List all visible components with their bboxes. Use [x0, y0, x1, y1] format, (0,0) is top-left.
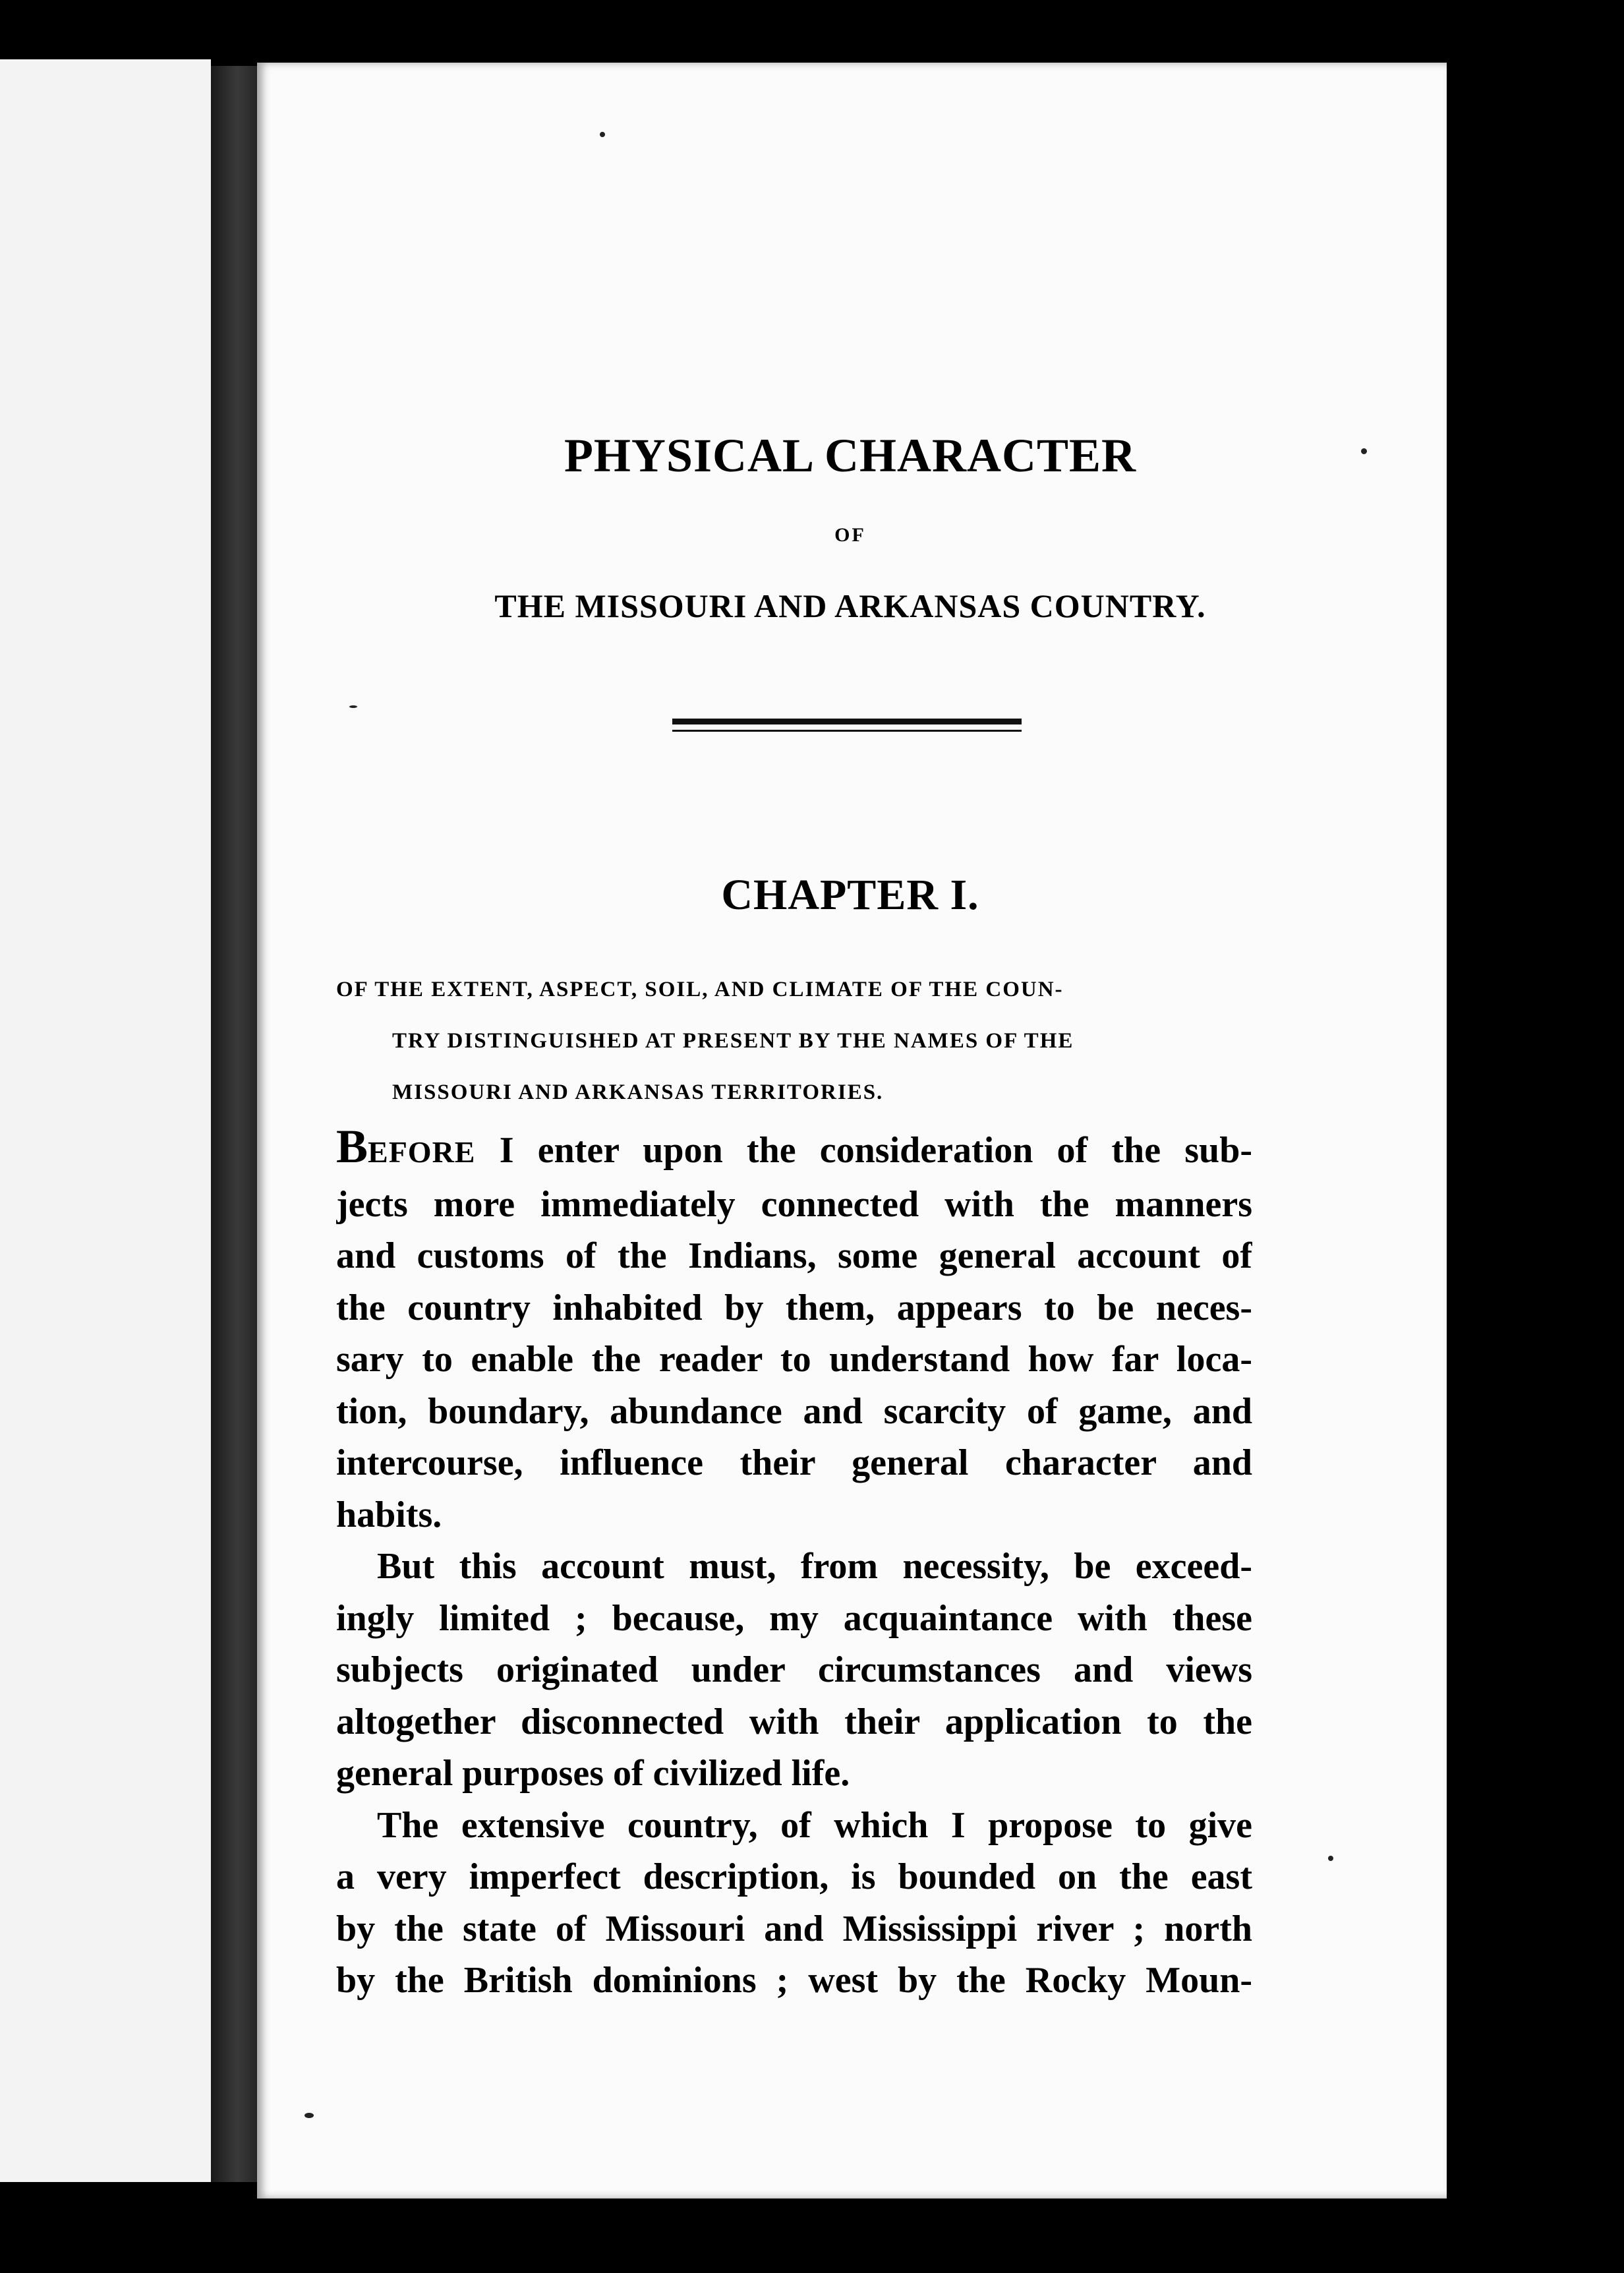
- book-page: [257, 63, 1447, 2199]
- paragraph-line: a very imperfect description, is bounded on the east: [336, 1856, 1252, 1897]
- page-subtitle: THE MISSOURI AND ARKANSAS COUNTRY.: [494, 587, 1206, 624]
- title-connector: OF: [834, 524, 866, 546]
- ink-speck: [304, 2113, 314, 2118]
- ink-speck: [1328, 1856, 1333, 1861]
- paragraph-line: sary to enable the reader to understand how far loca-: [336, 1339, 1252, 1380]
- paragraph-line: ingly limited ; because, my acquaintance with these: [336, 1597, 1252, 1639]
- synopsis-line: TRY DISTINGUISHED AT PRESENT BY THE NAMES OF THE: [392, 1029, 1074, 1053]
- paragraph-line: jects more immediately connected with the manners: [336, 1183, 1252, 1225]
- ink-speck: [600, 132, 605, 137]
- paragraph-line: subjects originated under circumstances and views: [336, 1649, 1252, 1690]
- paragraph-line: intercourse, influence their general character and: [336, 1442, 1252, 1483]
- paragraph-line: [336, 1121, 1252, 1179]
- page-title: PHYSICAL CHARACTER: [564, 429, 1137, 482]
- chapter-heading: CHAPTER I.: [721, 871, 979, 919]
- paragraph-line-text: I enter upon the consideration of the sub-: [475, 1130, 1252, 1171]
- ink-speck: [349, 705, 357, 708]
- synopsis-line: OF THE EXTENT, ASPECT, SOIL, AND CLIMATE OF THE COUN-: [336, 978, 1064, 1001]
- drop-initial: B: [336, 1121, 368, 1173]
- book-gutter: [211, 66, 264, 2182]
- paragraph-line: general purposes of civilized life.: [336, 1753, 850, 1794]
- body-text: [336, 1121, 1252, 2007]
- title-rule-thin: [672, 730, 1022, 732]
- title-rule-thick: [672, 719, 1022, 724]
- paragraph-line: habits.: [336, 1494, 442, 1535]
- paragraph-line: The extensive country, of which I propose to give: [377, 1804, 1252, 1846]
- paragraph-line: the country inhabited by them, appears to be neces-: [336, 1287, 1252, 1328]
- paragraph-line: tion, boundary, abundance and scarcity of game, and: [336, 1390, 1252, 1432]
- paragraph-line: by the British dominions ; west by the Rocky Moun-: [336, 1960, 1252, 2001]
- small-caps-word: EFORE: [368, 1135, 476, 1169]
- paragraph-line: But this account must, from necessity, be exceed-: [377, 1546, 1252, 1587]
- ink-speck: [1361, 448, 1367, 454]
- previous-page-edge: [0, 59, 211, 2182]
- chapter-synopsis: [336, 964, 1463, 1118]
- paragraph-line: altogether disconnected with their application to the: [336, 1701, 1252, 1742]
- paragraph-line: and customs of the Indians, some general account of: [336, 1235, 1252, 1276]
- synopsis-line: MISSOURI AND ARKANSAS TERRITORIES.: [392, 1080, 884, 1104]
- paragraph-line: by the state of Missouri and Mississippi river ; north: [336, 1908, 1252, 1949]
